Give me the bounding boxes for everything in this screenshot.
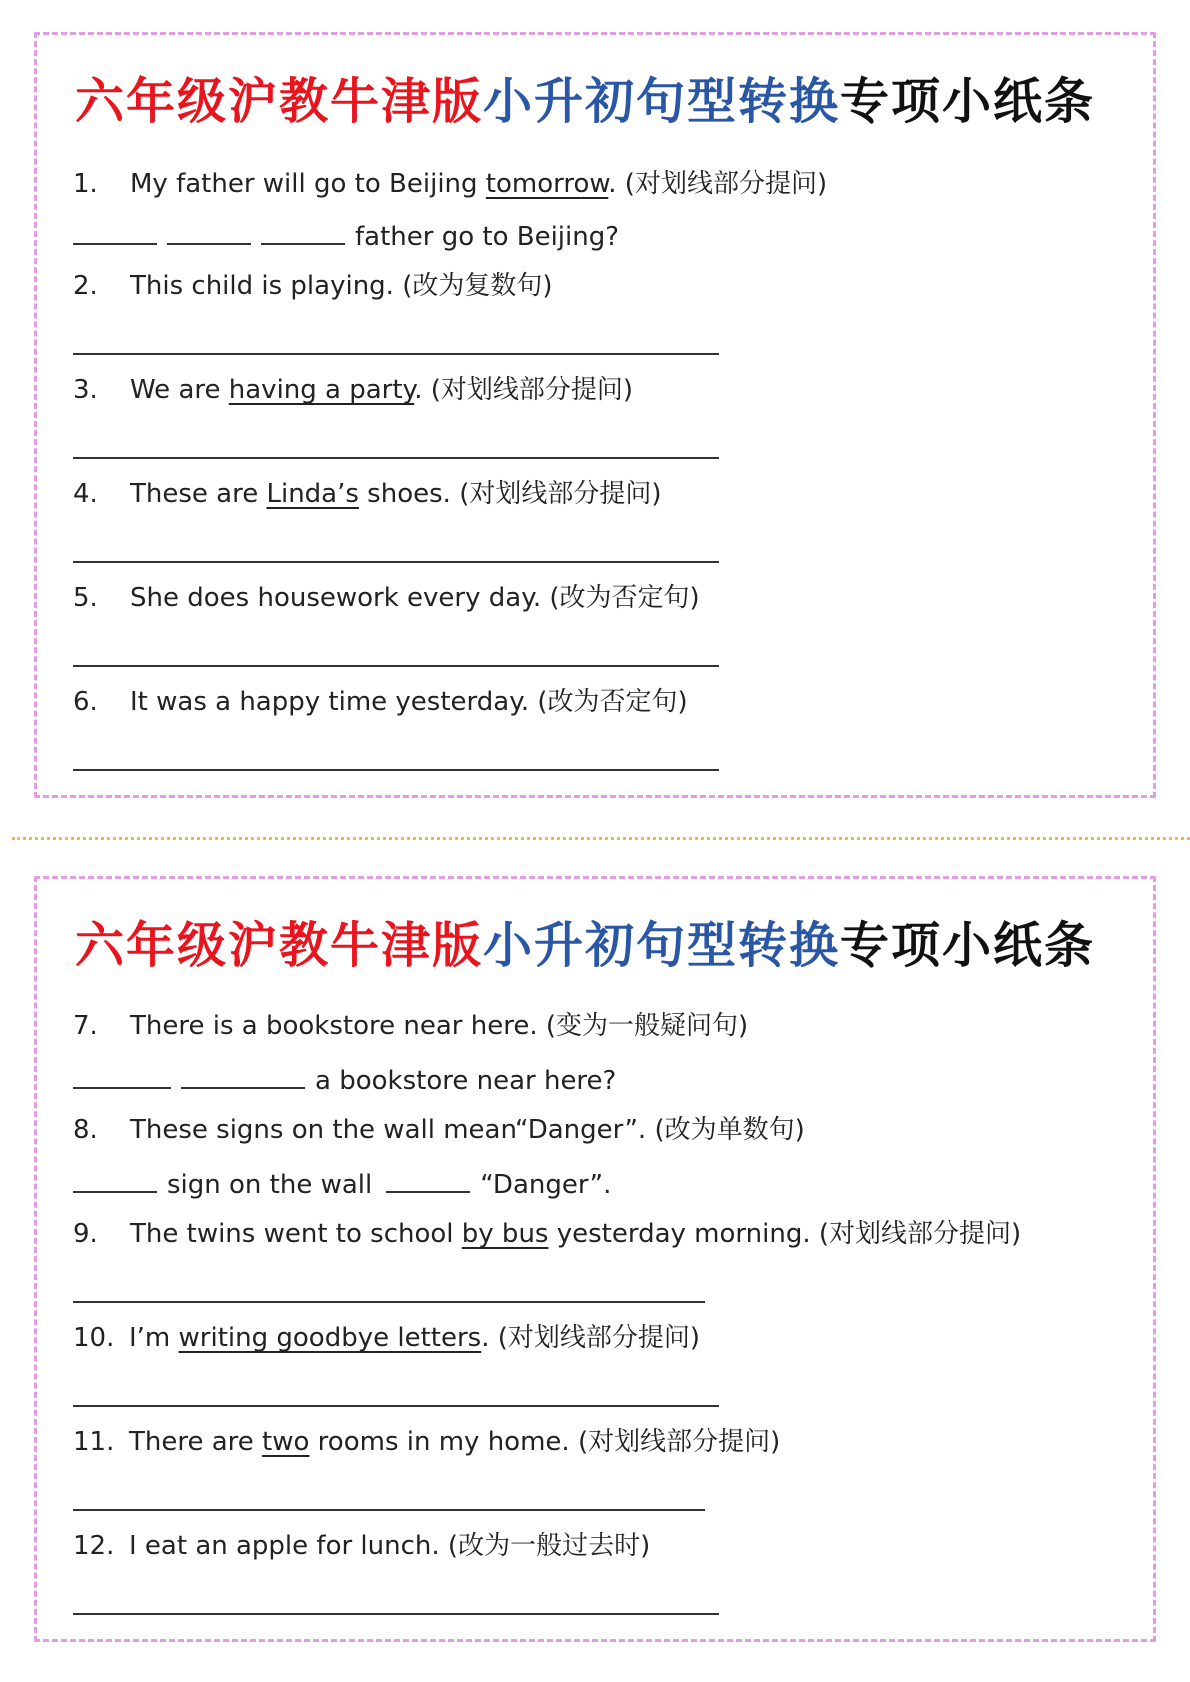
answer-row-1: [73, 217, 619, 254]
question-instruction: rooms in my home. (对划线部分提问): [309, 1427, 781, 1457]
question-number: 11.: [73, 1427, 115, 1457]
answer-line-5[interactable]: [73, 665, 719, 667]
answer-line-3[interactable]: [73, 457, 719, 459]
worksheet-card-2: [34, 876, 1156, 1642]
question-text: It was a happy time yesterday. (改为否定句): [130, 687, 688, 717]
answer-blank[interactable]: [261, 217, 345, 245]
answer-blank[interactable]: [167, 217, 251, 245]
question-instruction: . (对划线部分提问): [481, 1323, 701, 1353]
question-10: [73, 1321, 700, 1355]
question-8: [73, 1113, 805, 1147]
question-text: This child is playing. (改为复数句): [130, 271, 553, 301]
answer-line-9[interactable]: [73, 1301, 705, 1303]
fill-text: sign on the wall: [167, 1170, 373, 1200]
question-number: 4.: [73, 479, 98, 509]
fill-text: “Danger”.: [480, 1170, 612, 1200]
question-text: The twins went to school: [130, 1219, 462, 1249]
question-text: She does housework every day. (改为否定句): [130, 583, 700, 613]
card1-title: [75, 63, 1095, 133]
card2-title: [75, 907, 1095, 977]
answer-line-6[interactable]: [73, 769, 719, 771]
question-instruction: shoes. (对划线部分提问): [358, 479, 662, 509]
underlined-text: tomorrow: [485, 169, 609, 199]
question-text: There is a bookstore near here. (变为一般疑问句): [130, 1011, 749, 1041]
answer-row-7: [73, 1061, 616, 1098]
question-text: My father will go to Beijing: [130, 169, 486, 199]
question-text: I’m: [129, 1323, 179, 1353]
question-text: I eat an apple for lunch. (改为一般过去时): [129, 1531, 651, 1561]
question-1: [73, 167, 827, 201]
question-instruction: . (对划线部分提问): [608, 169, 828, 199]
title-black-part: 专项小纸条: [840, 916, 1096, 974]
answer-line-2[interactable]: [73, 353, 719, 355]
question-6: [73, 685, 688, 719]
question-number: 7.: [73, 1011, 98, 1041]
question-number: 6.: [73, 687, 98, 717]
question-5: [73, 581, 700, 615]
underlined-text: having a party: [228, 375, 415, 405]
question-number: 5.: [73, 583, 98, 613]
answer-line-12[interactable]: [73, 1613, 719, 1615]
underlined-text: two: [262, 1427, 310, 1457]
question-4: [73, 477, 661, 511]
question-text: We are: [130, 375, 229, 405]
question-number: 10.: [73, 1323, 115, 1353]
underlined-text: writing goodbye letters: [178, 1323, 482, 1353]
underlined-text: by bus: [461, 1219, 549, 1249]
underlined-text: Linda’s: [266, 479, 359, 509]
question-number: 12.: [73, 1531, 115, 1561]
cut-line-divider: [12, 837, 1190, 840]
question-text: There are: [129, 1427, 263, 1457]
question-number: 1.: [73, 169, 98, 199]
question-number: 2.: [73, 271, 98, 301]
question-instruction: yesterday morning. (对划线部分提问): [548, 1219, 1022, 1249]
title-blue-part: 小升初句型转换: [483, 916, 841, 974]
question-12: [73, 1529, 650, 1563]
fill-text: a bookstore near here?: [315, 1066, 617, 1096]
question-7: [73, 1009, 748, 1043]
title-red-part: 六年级沪教牛津版: [75, 916, 484, 974]
question-number: 3.: [73, 375, 98, 405]
answer-blank[interactable]: [181, 1061, 305, 1089]
question-11: [73, 1425, 780, 1459]
question-number: 8.: [73, 1115, 98, 1145]
answer-line-10[interactable]: [73, 1405, 719, 1407]
question-text: These signs on the wall mean“Danger”. (改为单数句): [130, 1115, 805, 1145]
question-instruction: . (对划线部分提问): [414, 375, 634, 405]
title-red-part: 六年级沪教牛津版: [75, 72, 484, 130]
question-3: [73, 373, 633, 407]
title-blue-part: 小升初句型转换: [483, 72, 841, 130]
answer-blank[interactable]: [73, 217, 157, 245]
question-9: [73, 1217, 1021, 1251]
question-number: 9.: [73, 1219, 98, 1249]
answer-blank[interactable]: [73, 1165, 157, 1193]
answer-line-4[interactable]: [73, 561, 719, 563]
question-text: These are: [130, 479, 267, 509]
answer-blank[interactable]: [73, 1061, 171, 1089]
answer-row-8: [73, 1165, 611, 1202]
worksheet-card-1: [34, 32, 1156, 798]
answer-line-11[interactable]: [73, 1509, 705, 1511]
title-black-part: 专项小纸条: [840, 72, 1096, 130]
question-2: [73, 269, 553, 303]
answer-blank[interactable]: [386, 1165, 470, 1193]
fill-text: father go to Beijing?: [355, 222, 620, 252]
